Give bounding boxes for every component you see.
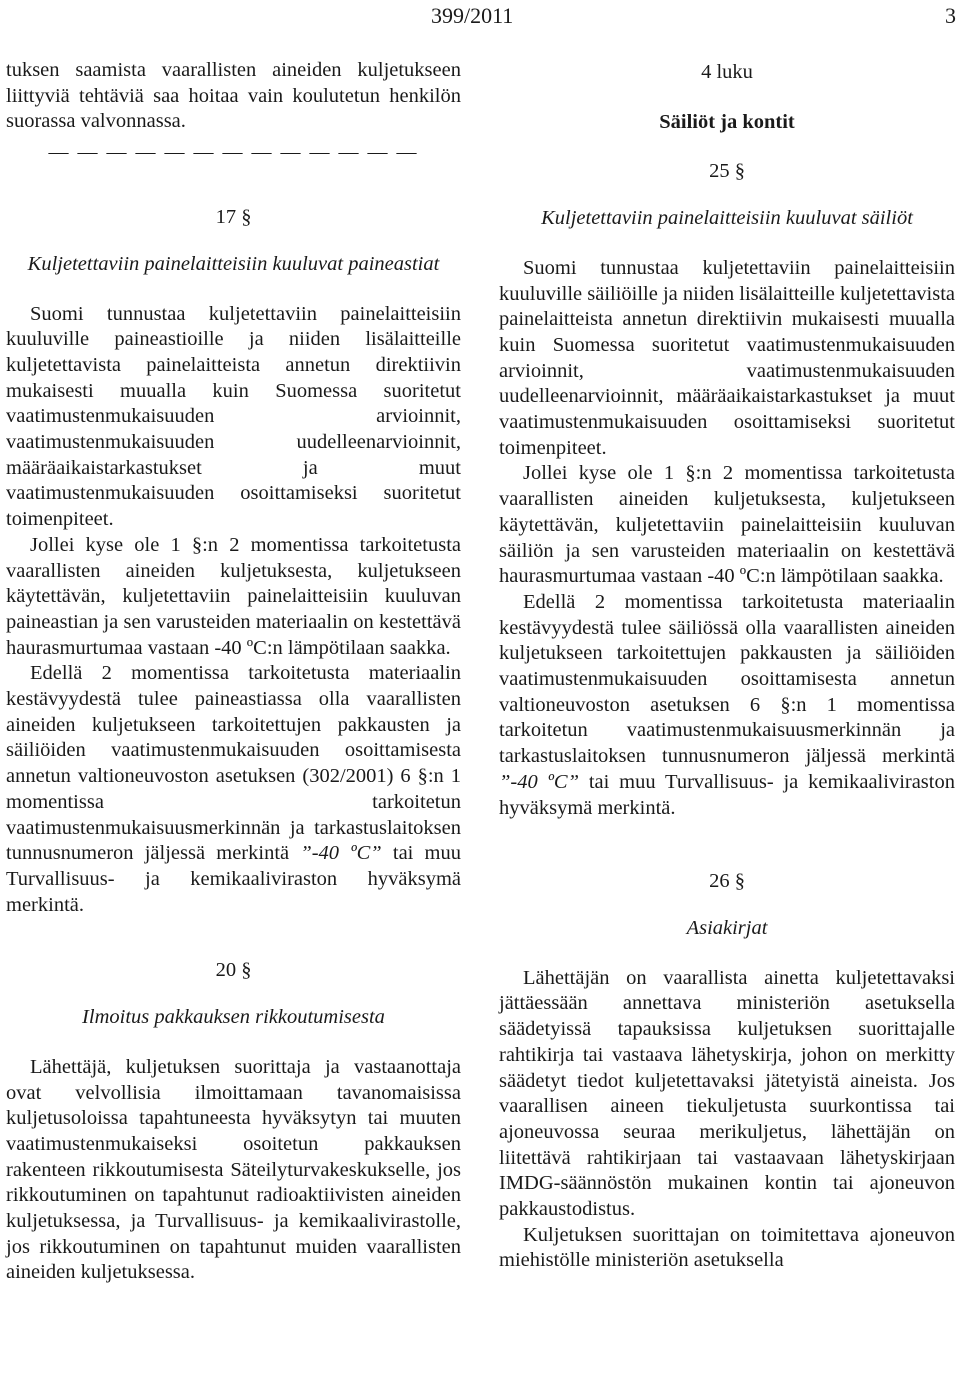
page-header [0,0,960,30]
document-number: 399/2011 [431,3,514,28]
section-26-paragraph-2: Kuljetuksen suorittajan on toimitettava ajoneuvon miehistölle ministeriön asetuksella [499,1223,955,1272]
intro-paragraph: tuksen saamista vaarallisten aineiden kuljetukseen liittyviä tehtäviä saa hoitaa vain koulutetun henkilön suorassa valvonnassa. [6,59,461,133]
chapter-number: 4 luku [701,61,753,83]
section-25-paragraph-3 [499,590,955,821]
section-26-number: 26 § [709,870,745,893]
section-17-paragraph-2: Jollei kyse ole 1 §:n 2 momentissa tarkoitetusta vaarallisten aineiden kuljetuksesta, kuljetukseen käytettävän, kuljetettaviin painelaitteisiin kuuluvan paineastian ja sen varusteiden materiaalin on kestettävä haurasmurtumaa vastaan -40 ºC:n lämpötilaan saakka. [6,533,461,659]
section-25-paragraph-3-end: tai muu Turvallisuus- ja kemikaaliviraston hyväksymä merkintä. [499,770,955,819]
section-20-paragraph-1: Lähettäjä, kuljetuksen suorittaja ja vastaanottaja ovat velvollisia ilmoittamaan tavanomaisissa kuljetusoloissa tapahtuneesta hyväksytyn tai muuten vaatimustenmukaiseksi osoitetun pakkauksen rakenteen rikkoutumisesta Säteilyturvakeskukselle, jos rikkoutuminen on tapahtunut radioaktiivisten aineiden kuljetuksessa, ja Turvallisuus- ja kemikaalivirastolle, jos rikkoutuminen on tapahtunut muiden vaarallisten aineiden kuljetuksessa. [6,1055,461,1284]
section-17-number: 17 § [215,206,252,229]
section-25-number: 25 § [709,160,745,183]
omission-dashes: — — — — — — — — — — — — — [48,141,419,164]
section-17-paragraph-3-start: Edellä 2 momentissa tarkoitetusta materiaalin kestävyydestä tulee paineastiassa olla vaarallisten aineiden kuljetukseen tarkoitettujen pakkausten ja säiliöiden vaatimustenmukaisuuden osoittamisesta annetun valtioneuvoston asetuksen (302/2001) 6 §:n 1 momentissa tarkoitetun vaatimustenmukaisuusmerkinnän ja tarkastuslaitoksen tunnusnumeron jäljessä merkintä [6,662,461,865]
section-17-paragraph-3 [6,661,461,918]
section-17-marking: ”-40 ºC” [300,842,382,865]
section-26-paragraph-1: Lähettäjän on vaarallista ainetta kuljetettavaksi jättäessään annettava ministeriön asetuksella säädetyissä tapauksissa kuljetuksen suorittajalle rahtikirja tai vastaava lähetyskirja, johon on merkitty säädetyt tiedot kuljetettavaksi jätetyistä aineista. Jos vaarallisen aineen tiekuljetusta suurkontissa tai ajoneuvossa seuraa merikuljetus, lähettäjän on liitettävä rahtikirjaan tai vastaavaan lähetyskirjaan IMDG-säännöstön mukainen kontin tai ajoneuvon pakkaustodistus. [499,966,955,1221]
section-17-title: Kuljetettaviin painelaitteisiin kuuluvat paineastiat [27,252,440,275]
chapter-title: Säiliöt ja kontit [659,110,795,133]
section-25-title: Kuljetettaviin painelaitteisiin kuuluvat säiliöt [541,207,913,230]
section-25-paragraph-2: Jollei kyse ole 1 §:n 2 momentissa tarkoitetusta vaarallisten aineiden kuljetuksesta, kuljetukseen käytettävän, kuljetettaviin painelaitteisiin kuuluvan säiliön ja sen varusteiden materiaalin on kestettävä haurasmurtumaa vastaan -40 ºC:n lämpötilaan saakka. [499,462,955,588]
section-17-paragraph-1: Suomi tunnustaa kuljetettaviin painelaitteisiin kuuluville paineastioille ja niiden lisälaitteille kuljetettavista painelaitteista annetun direktiivin mukaisesti muualla kuin Suomessa suoritetut vaatimustenmukaisuuden arvioinnit, vaatimustenmukaisuuden uudelleenarvioinnit, määräaikaistarkastukset ja muut vaatimustenmukaisuuden osoittamiseksi suoritetut toimenpiteet. [6,302,461,531]
section-25-paragraph-3-start: Edellä 2 momentissa tarkoitetusta materiaalin kestävyydestä tulee säiliössä olla vaarallisten aineiden kuljetukseen tarkoitettujen pakkausten ja säiliöiden vaatimustenmukaisuuden osoittamisesta annetun valtioneuvoston asetuksen 6 §:n 1 momentissa tarkoitetun vaatimustenmukaisuusmerkinnän ja tarkastuslaitoksen tunnusnumeron jäljessä merkintä [499,590,955,768]
section-20-number: 20 § [215,959,252,982]
section-17-paragraph-3-end: tai muu Turvallisuus- ja kemikaaliviraston hyväksymä merkintä. [6,842,462,916]
section-20-title: Ilmoitus pakkauksen rikkoutumisesta [82,1006,385,1029]
right-column [499,58,955,1274]
section-26-title: Asiakirjat [686,916,768,939]
section-25-paragraph-1: Suomi tunnustaa kuljetettaviin painelaitteisiin kuuluville säiliöille ja niiden lisälaitteille kuljetettavista painelaitteista annetun direktiivin mukaisesti muualla kuin Suomessa suoritetut vaatimustenmukaisuuden arvioinnit, vaatimustenmukaisuuden uudelleenarvioinnit, määräaikaistarkastukset ja muut vaatimustenmukaisuuden osoittamiseksi suoritetut toimenpiteet. [499,256,956,459]
page-number: 3 [945,3,956,28]
left-column [6,58,461,1286]
section-25-marking: ”-40 ºC” [499,770,579,793]
